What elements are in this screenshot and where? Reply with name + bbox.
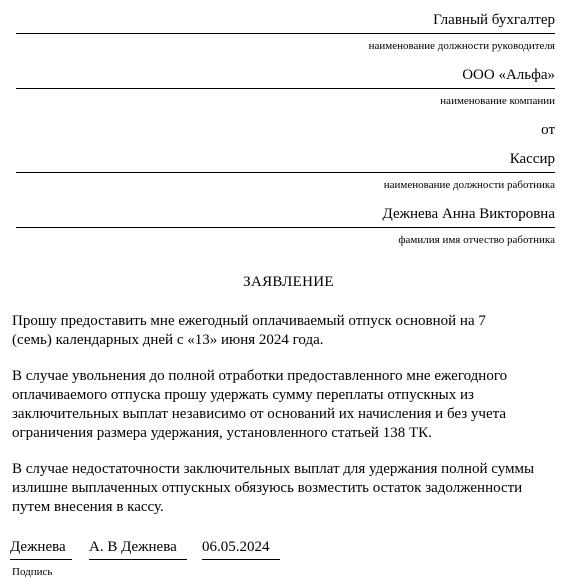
employee-position-caption: наименование должности работника (383, 179, 555, 191)
document-title: ЗАЯВЛЕНИЕ (243, 274, 334, 290)
employee-name: Дежнева Анна Викторовна (382, 206, 555, 222)
employee-name-line (16, 227, 555, 228)
signature-caption: Подпись (12, 566, 53, 578)
signature-field: Дежнева (10, 538, 72, 560)
company-name-line (16, 88, 555, 89)
company-name-caption: наименование компании (440, 95, 555, 107)
paragraph-debt-repayment: В случае недостаточности заключительных выплат для удержания полной суммы излишне выплаченных отпускных обязуюсь возместить остаток задолженности путем внесения в кассу. (12, 461, 535, 515)
employee-position: Кассир (509, 151, 555, 167)
paragraph-overpayment-deduction: В случае увольнения до полной отработки предоставленного мне ежегодного оплачиваемого отпуска прошу удержать сумму переплаты отпускных из заключительных выплат независимо от оснований их начисления и без учета ограничения размера удержания, установленного статьей 138 ТК. (12, 368, 508, 441)
date-field: 06.05.2024 (202, 538, 280, 560)
employee-position-line (16, 172, 555, 173)
paragraph-leave-request: Прошу предоставить мне ежегодный оплачиваемый отпуск основной на 7 (семь) календарных дней с «13» июня 2024 года. (12, 313, 486, 348)
from-label: от (541, 122, 555, 138)
addressee-position: Главный бухгалтер (433, 12, 555, 28)
signatory-name-field: А. В Дежнева (89, 538, 187, 560)
employee-name-caption: фамилия имя отчество работника (398, 234, 555, 246)
addressee-position-line (16, 33, 555, 34)
addressee-position-caption: наименование должности руководителя (368, 40, 555, 52)
company-name: ООО «Альфа» (462, 67, 555, 83)
